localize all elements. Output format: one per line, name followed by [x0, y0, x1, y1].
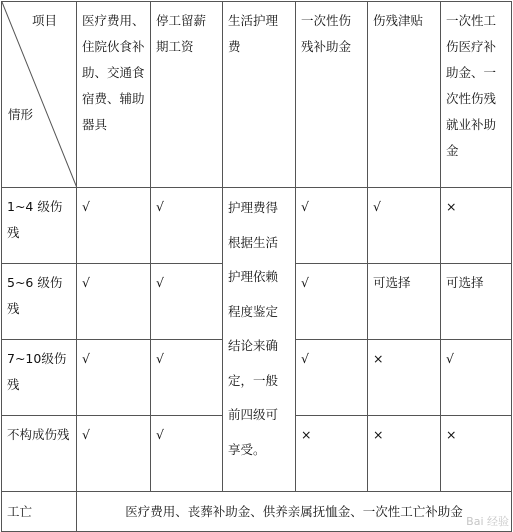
table-cell: √	[77, 188, 151, 264]
table-cell: ×	[368, 416, 441, 492]
row-label: 5~6 级伤残	[2, 264, 77, 340]
diag-header-bottom: 情形	[8, 107, 34, 122]
column-header-disability-grant: 一次性伤残补助金	[296, 2, 368, 188]
table-cell: √	[151, 188, 223, 264]
column-header-medical-employment-grant: 一次性工伤医疗补助金、一次性伤残就业补助金	[441, 2, 512, 188]
table-cell: √	[151, 264, 223, 340]
table-cell: ×	[441, 188, 512, 264]
table-cell: ×	[441, 416, 512, 492]
compensation-table	[1, 1, 512, 532]
diagonal-header-cell	[2, 2, 77, 188]
table-cell: √	[296, 264, 368, 340]
table-cell: 可选择	[441, 264, 512, 340]
footer-row	[2, 492, 512, 532]
column-header-wage: 停工留薪期工资	[151, 2, 223, 188]
table-cell: √	[151, 340, 223, 416]
table-row	[2, 188, 512, 264]
column-header-allowance: 伤残津贴	[368, 2, 441, 188]
table-cell: √	[296, 188, 368, 264]
row-label: 1~4 级伤残	[2, 188, 77, 264]
table-cell: √	[151, 416, 223, 492]
table-cell: ×	[296, 416, 368, 492]
table-cell: √	[296, 340, 368, 416]
table-cell: ×	[368, 340, 441, 416]
column-header-medical: 医疗费用、住院伙食补助、交通食宿费、辅助器具	[77, 2, 151, 188]
footer-label: 工亡	[2, 492, 77, 532]
row-label: 不构成伤残	[2, 416, 77, 492]
footer-value: 医疗费用、丧葬补助金、供养亲属抚恤金、一次性工亡补助金	[77, 492, 512, 532]
diag-header-top: 项目	[32, 13, 58, 28]
table-cell: 可选择	[368, 264, 441, 340]
column-header-care: 生活护理费	[223, 2, 296, 188]
care-note-cell: 护理费得根据生活护理依赖程度鉴定结论来确定，一般前四级可享受。	[223, 188, 296, 492]
table-cell: √	[77, 264, 151, 340]
table-cell: √	[77, 416, 151, 492]
header-row	[2, 2, 512, 188]
table-cell: √	[77, 340, 151, 416]
row-label: 7~10级伤残	[2, 340, 77, 416]
table-cell: √	[441, 340, 512, 416]
table-cell: √	[368, 188, 441, 264]
watermark: Bai 经验	[466, 515, 509, 528]
